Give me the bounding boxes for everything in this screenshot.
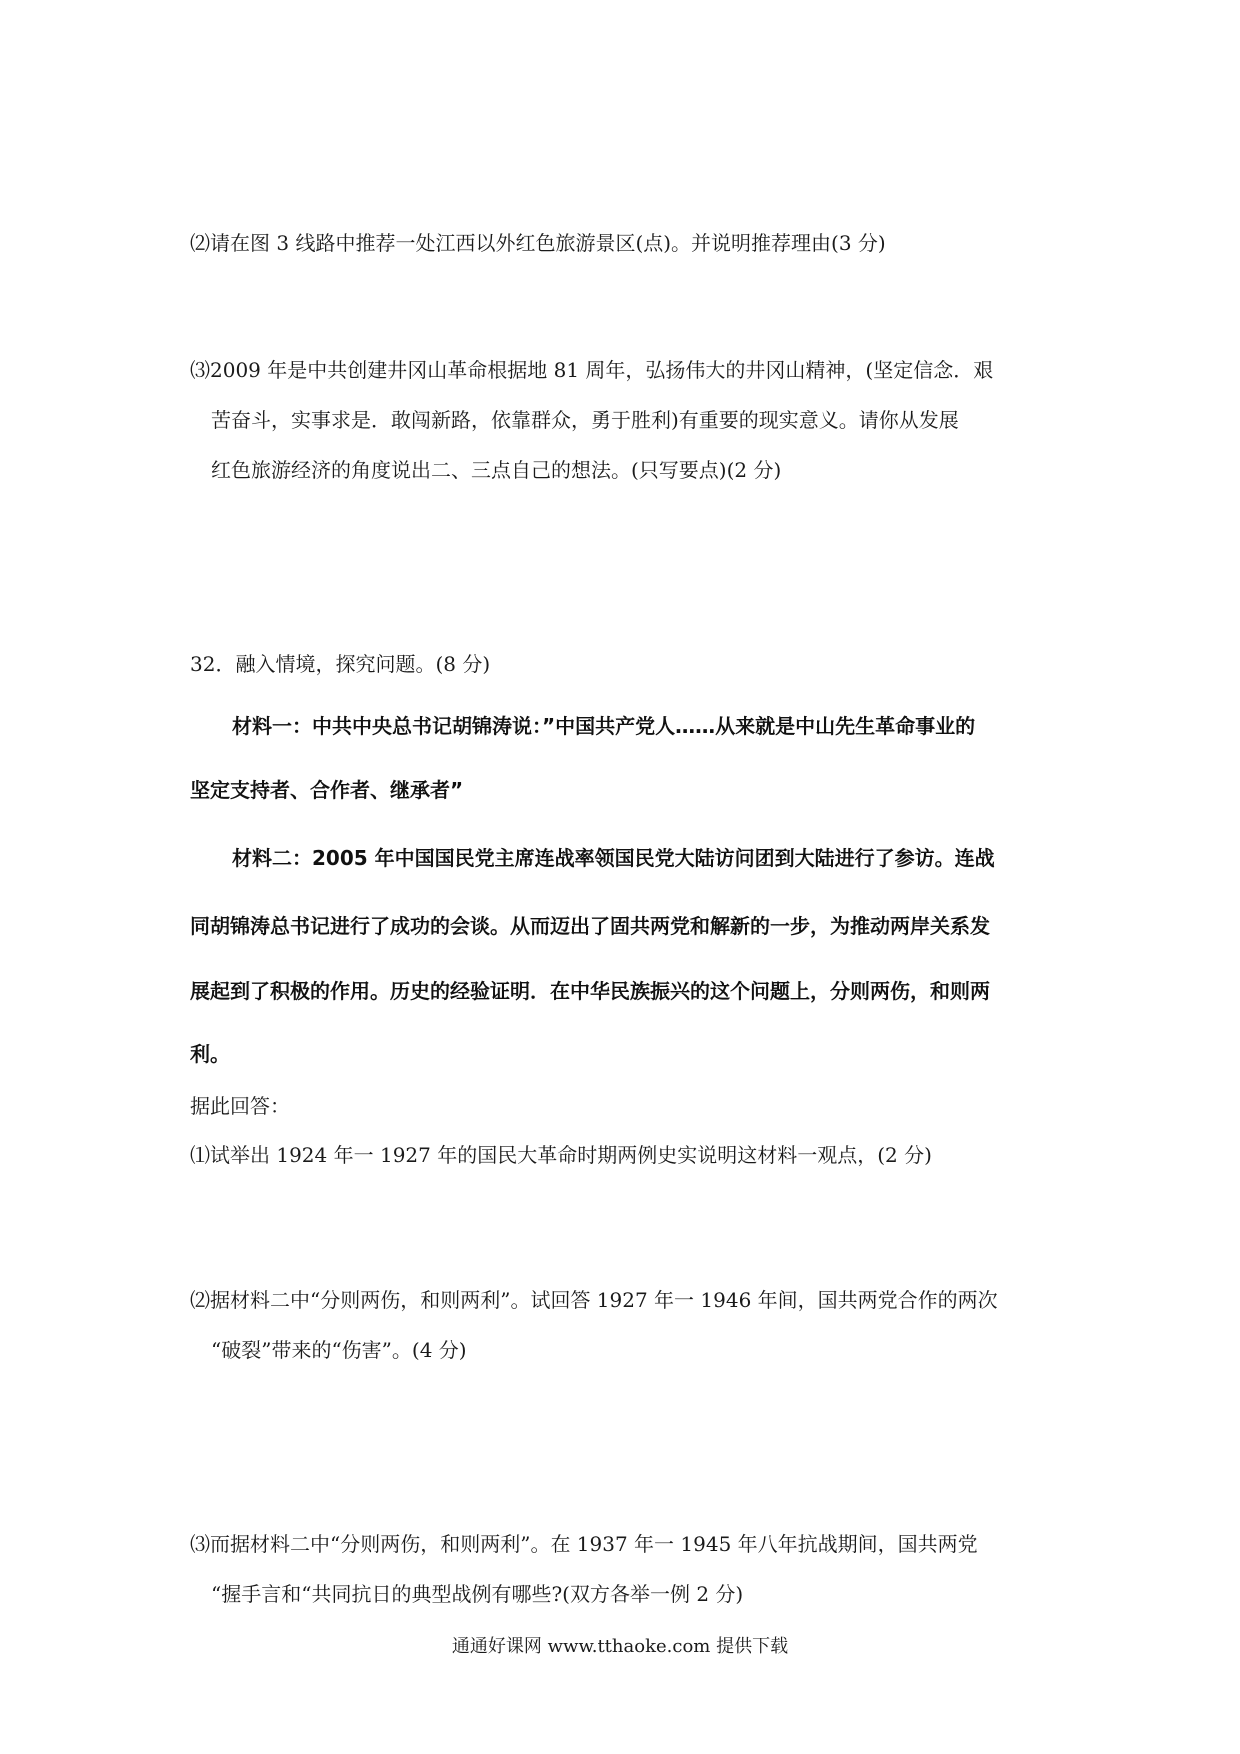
material-2-line-2: 同胡锦涛总书记进行了成功的会谈。从而迈出了固共两党和解新的一步，为推动两岸关系发 bbox=[190, 914, 990, 938]
subquestion-3-line-1: ⑶而据材料二中“分则两伤，和则两利”。在 1937 年一 1945 年八年抗战期间，国共两党 bbox=[190, 1532, 978, 1556]
question-3-line-1: ⑶2009 年是中共创建井冈山革命根据地 81 周年，弘扬伟大的井冈山精神，(坚定信念．艰 bbox=[190, 358, 994, 382]
material-2-line-3: 展起到了积极的作用。历史的经验证明．在中华民族振兴的这个问题上，分则两伤，和则两 bbox=[190, 979, 990, 1003]
answer-prompt: 据此回答： bbox=[190, 1094, 290, 1118]
question-32-heading: 32．融入情境，探究问题。(8 分) bbox=[190, 652, 491, 676]
material-1-line-1: 材料一：中共中央总书记胡锦涛说：”中国共产党人……从来就是中山先生革命事业的 bbox=[232, 714, 976, 738]
question-3-line-2: 苦奋斗，实事求是．敢闯新路，依靠群众，勇于胜利)有重要的现实意义。请你从发展 bbox=[211, 408, 959, 432]
subquestion-2-line-1: ⑵据材料二中“分则两伤，和则两利”。试回答 1927 年一 1946 年间，国共两党合作的两次 bbox=[190, 1288, 998, 1312]
subquestion-3-line-2: “握手言和“共同抗日的典型战例有哪些?(双方各举一例 2 分) bbox=[211, 1582, 744, 1606]
subquestion-2-line-2: “破裂”带来的“伤害”。(4 分) bbox=[211, 1338, 467, 1362]
material-2-line-1: 材料二：2005 年中国国民党主席连战率领国民党大陆访问团到大陆进行了参访。连战 bbox=[232, 846, 995, 870]
question-2-recommend-scenic-spot: ⑵请在图 3 线路中推荐一处江西以外红色旅游景区(点)。并说明推荐理由(3 分) bbox=[190, 231, 886, 255]
material-1-line-2: 坚定支持者、合作者、继承者” bbox=[190, 778, 464, 802]
footer-download-credit: 通通好课网 www.tthaoke.com 提供下载 bbox=[451, 1636, 789, 1657]
question-3-line-3: 红色旅游经济的角度说出二、三点自己的想法。(只写要点)(2 分) bbox=[211, 458, 782, 482]
subquestion-1: ⑴试举出 1924 年一 1927 年的国民大革命时期两例史实说明这材料一观点，(2 分) bbox=[190, 1143, 932, 1167]
material-2-line-4: 利。 bbox=[190, 1042, 230, 1066]
